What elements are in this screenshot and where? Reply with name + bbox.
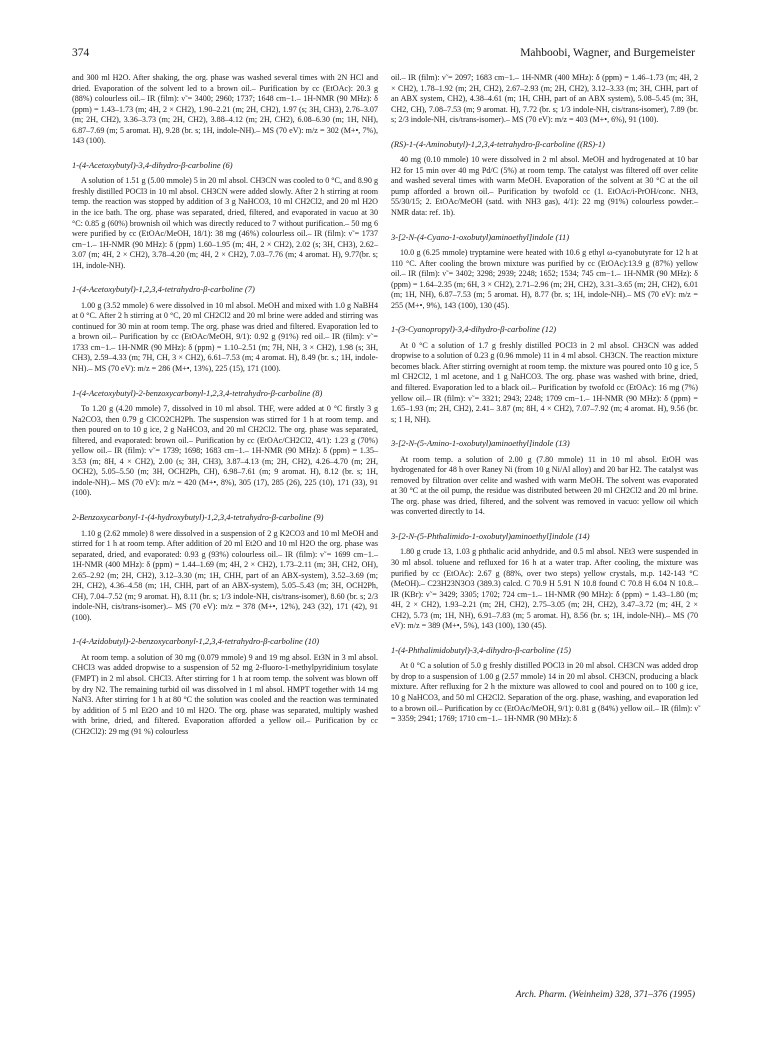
paragraph: oil.– IR (film): ν̃ = 2097; 1683 cm−1.– 1H-NMR (400 MHz): δ (ppm) = 1.46–1.73 (m; 4H, 2 × CH2), 1.78–1.92 (m; 2H, CH2), 2.67–2.93 (m; 2H, CH2), 3.12–3.33 (m; 3H, CHH, part of an ABX system, CH2), 4.38–4.61 (m; 1H, CHH, part of an ABX system), 5.08–5.45 (m; 3H, CH2, CH), 7.08–7.53 (m; 9 aromat. H), 7.72 (br. s; 1/3 indole-NH, cis/trans-isomer), 7.89 (br. s; 2/3 indole-NH, cis/trans-isomer).– MS (70 eV): m/z = 403 (M+•, 6%), 91 (100). [391, 73, 698, 125]
paragraph: 40 mg (0.10 mmole) 10 were dissolved in 2 ml absol. MeOH and hydrogenated at 10 bar H2 for 15 min over 40 mg Pd/C (5%) at room temp. The catalyst was filtered off over celite and washed several times with warm MeOH. Evaporation of the solvent at 30 °C at the oil pump afforded a brown oil.– Purification by twofold cc (1. EtOAc/i-PrOH/conc. NH3, 55/30/15; 2. EtOAc/MeOH (satd. with NH3 gas), 4/1): 22 mg (91%) colourless powder.– NMR data: ref. 1b). [391, 155, 698, 217]
paragraph: A solution of 1.51 g (5.00 mmole) 5 in 20 ml absol. CH3CN was cooled to 0 °C, and 8.90 g freshly distilled POCl3 in 10 ml absol. CH3CN were added slowly. After 2 h stirring at room temp. the reaction was stopped by addition of 3 g NaHCO3, 10 ml CH2Cl2, and 20 ml H2O in the ice bath. The org. phase was separated, dried, filtered, and evaporated in vacuo at 30 °C: 0.85 g (60%) brownish oil which was directly reduced to 7 without purification.– 50 mg 6 were purified by cc (EtOAc/MeOH, 18/1): 38 mg (46%) colourless oil.– IR (film): ν̃ = 1737 cm−1.– 1H-NMR (90 MHz): δ (ppm) 1.60–1.95 (m; 4H, 2 × CH2), 2.02 (s; 3H, CH3), 2.62–3.07 (m; 4H, 2 × CH2), 3.78–4.20 (m; 4H, 2 × CH2), 7.03–7.76 (m; 4 aromat. H), 9.77(br. s; 1H, indole-NH). [72, 176, 378, 270]
right-column [391, 73, 698, 725]
paragraph: At room temp. a solution of 2.00 g (7.80 mmole) 11 in 10 ml absol. EtOH was hydrogenated for 48 h over Raney Ni (from 10 g Ni/Al alloy) and 20 bar H2. The catalyst was removed by filtration over celite and washed with warm MeOH. The solvent was evaporated at 30 °C at the oil pump, the residue was distributed between 20 ml CH2Cl2 and 20 ml brine. The org. phase was dried, filtered, and the solvent was removed in vacuo: yellow oil which was converted directly to 14. [391, 454, 698, 517]
paragraph: 1.10 g (2.62 mmole) 8 were dissolved in a suspension of 2 g K2CO3 and 10 ml MeOH and stirred for 1 h at room temp. After addition of 20 ml Et2O and 10 ml H2O the org. phase was separated, dried, and evaporated: 0.93 g (93%) colourless oil.– IR (film): ν̃ = 1699 cm−1.– 1H-NMR (400 MHz): δ (ppm) = 1.44–1.69 (m; 4H, 2 × CH2), 1.73–2.11 (m; 3H, CH2, OH), 2.65–2.92 (m; 2H, CH2), 3.12–3.30 (m; 1H, CHH, part of an ABX-system), 3.52–3.69 (m; 2H, CH2), 4.36–4.58 (m; 1H, CHH, part of an ABX-system), 5.05–5.43 (m; 3H, OCH2Ph, CH), 7.04–7.52 (m; 9 aromat. H), 8.11 (br. s; 1/3 indole-NH, cis/trans-isomer), 8.60 (br. s; 2/3 indole-NH, cis/trans-isomer).– MS (70 eV): m/z = 378 (M+•, 12%), 243 (32), 171 (42), 91 (100). [72, 528, 378, 622]
section-heading: 1-(4-Acetoxybutyl)-2-benzoxycarbonyl-1,2,3,4-tetrahydro-β-carboline (8) [72, 387, 323, 398]
journal-citation: Arch. Pharm. (Weinheim) 328, 371–376 (1995) [515, 990, 695, 1000]
section-heading: 1-(4-Acetoxybutyl)-3,4-dihydro-β-carboline (6) [72, 159, 233, 170]
paragraph: and 300 ml H2O. After shaking, the org. phase was washed several times with 2N HCl and dried. Evaporation of the solvent led to a brown oil.– Purification by cc (EtOAc): 20.3 g (88%) colourless oil.– IR (film): ν̃ = 3400; 2960; 1737; 1648 cm−1.– 1H-NMR (90 MHz): δ (ppm) = 1.43–1.73 (m; 4H, 2 × CH2), 1.90–2.21 (m; 2H, CH2), 1.97 (s; 3H, CH3), 2.76–3.07 (m; 2H, CH2), 3.36–3.73 (m; 2H, CH2), 3.88–4.12 (m; 2H, CH2), 6.08–6.30 (m; 1H, NH), 6.87–7.69 (m; 5 aromat. H), 9.28 (br. s; 1H, indole-NH).– MS (70 eV): m/z = 302 (M+•, 7%), 143 (100). [72, 73, 378, 146]
section-heading: 1-(4-Azidobutyl)-2-benzoxycarbonyl-1,2,3,4-tetrahydro-β-carboline (10) [72, 636, 320, 647]
page-number: 374 [72, 47, 90, 59]
section-heading: 1-(3-Cyanopropyl)-3,4-dihydro-β-carboline (12) [391, 324, 557, 335]
paragraph: 1.00 g (3.52 mmole) 6 were dissolved in 10 ml absol. MeOH and mixed with 1.0 g NaBH4 at 0 °C. After 2 h stirring at 0 °C, 20 ml CH2Cl2 and 20 ml brine were added and stirring was continued for 30 min at room temp. The org. phase was dried and filtered. Evaporation led to a brown oil.– Purification by cc (EtOAc/MeOH, 9/1): 0.92 g (91%) red oil.– IR (film): ν̃ = 1733 cm−1.– 1H-NMR (90 MHz): δ (ppm) = 1.10–2.51 (m; 7H, NH, 3 × CH2), 1.98 (s; 3H, CH3), 2.59–4.33 (m; 7H, CH, 3 × CH2), 6.61–7.53 (m; 4 aromat. H), 8.49 (br. s.; 1H, indole-NH).– MS (70 eV): m/z = 286 (M+•, 13%), 225 (15), 171 (100). [72, 300, 378, 374]
section-heading: 3-[2-N-(5-Phthalimido-1-oxobutyl)aminoethyl]indole (14) [391, 530, 590, 541]
paragraph: At room temp. a solution of 30 mg (0.079 mmole) 9 and 19 mg absol. Et3N in 3 ml absol. CHCl3 was added dropwise to a suspension of 52 mg 2-fluoro-1-methylpyridinium tosylate (FMPT) in 2 ml absol. CHCl3. After stirring for 1 h at room temp. the solvent was blown off by dry N2. The remaining turbid oil was dissolved in 1 ml absol. HMPT together with 14 mg NaN3. After stirring for 1 h at 80 °C the solution was cooled and the reaction was terminated by addition of 5 ml Et2O and 10 ml H2O. The org. phase was separated, multiply washed with brine, dried, and filtered. Evaporation afforded a yellow oil.– Purification by cc (CH2Cl2): 29 mg (91 %) colourless [72, 652, 378, 736]
section-heading: (RS)-1-(4-Aminobutyl)-1,2,3,4-tetrahydro-β-carboline ((RS)-1) [391, 138, 605, 149]
section-heading: 1-(4-Acetoxybutyl)-1,2,3,4-tetrahydro-β-carboline (7) [72, 284, 255, 295]
paragraph: 10.0 g (6.25 mmole) tryptamine were heated with 10.6 g ethyl ω-cyanobutyrate for 12 h at 110 °C. After cooling the brown mixture was purified by cc (EtOAc):13.9 g (87%) yellow oil.– IR (film): ν̃ = 3402; 3298; 2939; 2248; 1652; 1534; 745 cm−1.– 1H-NMR (90 MHz): δ (ppm) = 1.64–2.35 (m; 6H, 3 × CH2), 2.71–2.96 (m; 2H, CH2), 3.31–3.65 (m; 2H, CH2), 6.01 (m; 1H, NH), 6.87–7.53 (m; 5 aromat. H), 8.77 (br. s; 1H, indole-NH).– MS (70 eV): m/z = 255 (M+•, 9%), 143 (100), 130 (45). [391, 248, 698, 310]
section-heading: 2-Benzoxycarbonyl-1-(4-hydroxybutyl)-1,2,3,4-tetrahydro-β-carboline (9) [72, 512, 324, 522]
section-heading: 3-[2-N-(4-Cyano-1-oxobutyl)aminoethyl]indole (11) [391, 231, 570, 242]
paragraph: At 0 °C a solution of 1.7 g freshly distilled POCl3 in 2 ml absol. CH3CN was added dropwise to a solution of 0.23 g (0.96 mmole) 11 in 4 ml absol. CH3CN. The reaction mixture becomes black. After stirring overnight at room temp. the mixture was poured onto 10 g ice, 5 ml CH2Cl2, 1 ml acetone, and 1 g NaHCO3. The org. phase was washed with brine, dried, and filtered. Evaporation led to a black oil.– Purification by twofold cc (EtOAc): 16 mg (7%) yellow oil.– IR (film): ν̃ = 3321; 2943; 2248; 1709 cm−1.– 1H-NMR (90 MHz): δ (ppm) = 1.65–1.93 (m; 2H, CH2), 2.41– 3.87 (m; 8H, 4 × CH2), 7.07–7.92 (m; 4 aromat. H), 9.56 (br. s; 1 H, NH). [391, 340, 698, 424]
section-heading: 1-(4-Phthalimidobutyl)-3,4-dihydro-β-carboline (15) [391, 644, 572, 655]
paragraph: 1.80 g crude 13, 1.03 g phthalic acid anhydride, and 0.5 ml absol. NEt3 were suspended in 30 ml absol. toluene and refluxed for 16 h at a water trap. After cooling, the mixture was purified by cc (EtOAc): 2.67 g (88%, over two steps) yellow crystals, m.p. 142-143 °C (MeOH).– C23H23N3O3 (389.3) calcd. C 70.9 H 5.91 N 10.8 found C 70.8 H 6.04 N 10.8.– IR (KBr): ν̃ = 3429; 3305; 1702; 724 cm−1.– 1H-NMR (90 MHz): δ (ppm) = 1.43–1.80 (m; 4H, 2 × CH2), 1.93–2.21 (m; 2H, CH2), 2.75–3.05 (m; 2H, CH2), 3.47–3.72 (m; 4H, 2 × CH2), 5.73 (m; 1H, NH), 6.91–7.83 (m; 5 aromat. H), 8.56 (br. s; 1H, indole-NH).– MS (70 eV): m/z = 389 (M+•, 5%), 143 (100), 130 (45). [391, 547, 698, 631]
left-column [72, 73, 378, 737]
paragraph: To 1.20 g (4.20 mmole) 7, dissolved in 10 ml absol. THF, were added at 0 °C firstly 3 g Na2CO3, then 0.79 g ClCO2CH2Ph. The suspension was stirred for 1 h at room temp. and then poured on to 10 g ice, 2 g NaHCO3, and 20 ml CH2Cl2. The org. phase was separated, filtered, and evaporated: brown oil.– Purification by cc (EtOAc/CH2Cl2, 4/1): 1.23 g (70%) yellow oil.– IR (film): ν̃ = 1739; 1698; 1683 cm−1.– 1H-NMR (90 MHz): δ (ppm) = 1.35–3.53 (m; 8H, 4 × CH2), 2.00 (s; 3H, CH3), 3.87–4.13 (m; 2H, CH2), 4.26–4.70 (m; 2H, OCH2), 5.05–5.50 (m; 3H, OCH2Ph, CH), 6.98–7.61 (m; 9 aromat. H), 8.12 (br. s; 1H, indole-NH).– MS (70 eV): m/z = 420 (M+•, 8%), 305 (17), 285 (26), 225 (10), 171 (33), 91 (100). [72, 404, 378, 498]
paragraph: At 0 °C a solution of 5.0 g freshly distilled POCl3 in 20 ml absol. CH3CN was added drop by drop to a suspension of 1.00 g (2.57 mmole) 14 in 20 ml absol. CH3CN, producing a black mixture. After refluxing for 2 h the mixture was allowed to cool and poured on to 100 g ice, 10 g NaHCO3, and 50 ml CH2Cl2. Separation of the org. phase, washing, and evaporation led to a brown oil.– Purification by cc (EtOAc/MeOH, 9/1): 0.81 g (84%) yellow oil.– IR (film): ν̃ = 3359; 2941; 1769; 1710 cm−1.– 1H-NMR (90 MHz): δ [391, 661, 698, 724]
section-heading: 3-[2-N-(5-Amino-1-oxobutyl)aminoethyl]indole (13) [391, 438, 570, 449]
running-head-authors: Mahboobi, Wagner, and Burgemeister [520, 47, 695, 59]
